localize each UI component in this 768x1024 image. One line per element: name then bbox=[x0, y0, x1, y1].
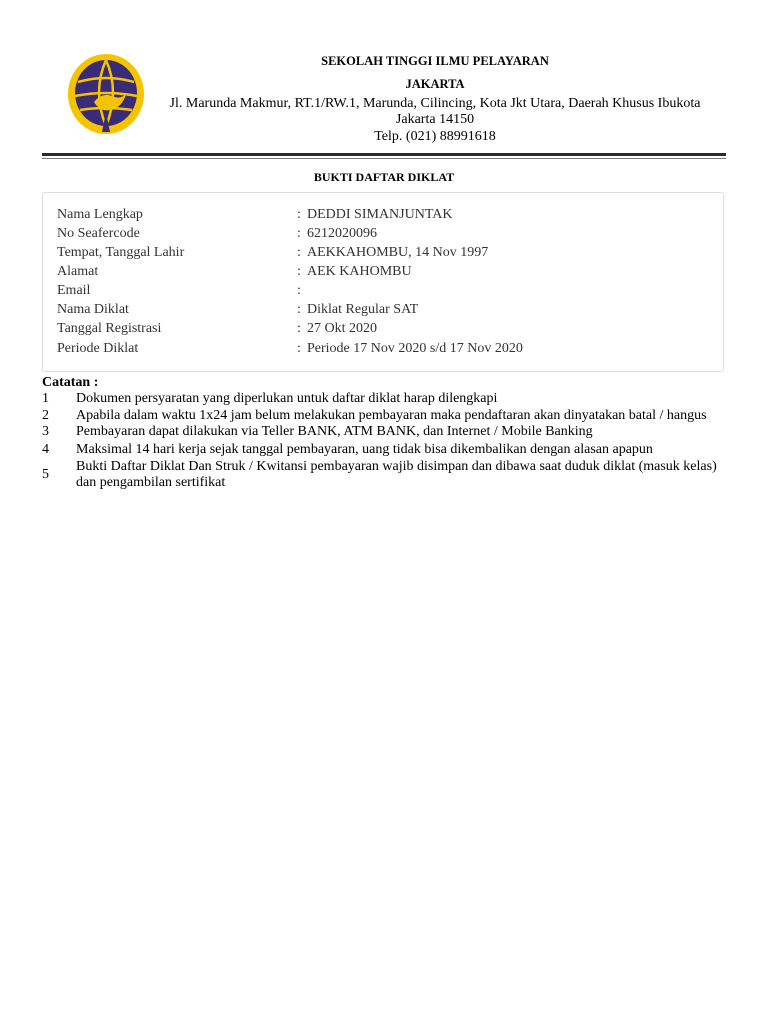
note-number: 5 bbox=[42, 467, 49, 482]
field-row bbox=[57, 226, 717, 245]
phone-number: Telp. (021) 88991618 bbox=[374, 129, 496, 144]
field-value: DEDDI SIMANJUNTAK bbox=[307, 207, 453, 222]
field-value: 6212020096 bbox=[307, 226, 377, 241]
note-text: Apabila dalam waktu 1x24 jam belum melakukan pembayaran maka pendaftaran akan dinyatakan batal / hangus bbox=[76, 408, 707, 423]
note-number: 4 bbox=[42, 442, 49, 457]
header-divider bbox=[42, 153, 726, 156]
field-separator: : bbox=[297, 302, 301, 317]
field-value: 27 Okt 2020 bbox=[307, 321, 377, 336]
field-value: Periode 17 Nov 2020 s/d 17 Nov 2020 bbox=[307, 341, 523, 356]
city-name: JAKARTA bbox=[405, 77, 465, 91]
field-row bbox=[57, 321, 717, 340]
field-separator: : bbox=[297, 283, 301, 298]
note-text: Bukti Daftar Diklat Dan Struk / Kwitansi pembayaran wajib disimpan dan dibawa saat duduk diklat (masuk kelas) dan pengambilan sertifikat bbox=[76, 459, 717, 490]
field-label: Email bbox=[57, 283, 91, 298]
field-value: AEKKAHOMBU, 14 Nov 1997 bbox=[307, 245, 489, 260]
field-row bbox=[57, 302, 717, 321]
header-divider-thin bbox=[42, 158, 726, 159]
field-separator: : bbox=[297, 321, 301, 336]
note-text: Pembayaran dapat dilakukan via Teller BANK, ATM BANK, dan Internet / Mobile Banking bbox=[76, 424, 593, 439]
field-separator: : bbox=[297, 341, 301, 356]
field-row bbox=[57, 245, 717, 264]
field-separator: : bbox=[297, 245, 301, 260]
note-number: 2 bbox=[42, 408, 49, 423]
note-item bbox=[42, 459, 722, 491]
note-text: Maksimal 14 hari kerja sejak tanggal pembayaran, uang tidak bisa dikembalikan dengan alasan apapun bbox=[76, 442, 653, 457]
note-number: 3 bbox=[42, 424, 49, 439]
field-label: Tanggal Registrasi bbox=[57, 321, 162, 336]
note-text: Dokumen persyaratan yang diperlukan untuk daftar diklat harap dilengkapi bbox=[76, 391, 498, 406]
field-value: Diklat Regular SAT bbox=[307, 302, 419, 317]
field-row bbox=[57, 207, 717, 226]
field-row bbox=[57, 264, 717, 283]
address-line-1: Jl. Marunda Makmur, RT.1/RW.1, Marunda, Cilincing, Kota Jkt Utara, Daerah Khusus Ibukota bbox=[169, 96, 701, 111]
field-separator: : bbox=[297, 264, 301, 279]
field-separator: : bbox=[297, 207, 301, 222]
note-item bbox=[42, 442, 722, 458]
note-item bbox=[42, 408, 722, 424]
document-title: BUKTI DAFTAR DIKLAT bbox=[313, 170, 455, 184]
school-name: SEKOLAH TINGGI ILMU PELAYARAN bbox=[321, 54, 549, 68]
note-item bbox=[42, 391, 722, 407]
field-separator: : bbox=[297, 226, 301, 241]
note-item bbox=[42, 424, 722, 440]
stip-emblem-icon bbox=[66, 52, 146, 136]
field-label: No Seafercode bbox=[57, 226, 140, 241]
field-label: Nama Lengkap bbox=[57, 207, 143, 222]
field-label: Alamat bbox=[57, 264, 99, 279]
field-row bbox=[57, 341, 717, 360]
address-line-2: Jakarta 14150 bbox=[395, 112, 475, 127]
field-label: Tempat, Tanggal Lahir bbox=[57, 245, 185, 260]
field-label: Periode Diklat bbox=[57, 341, 139, 356]
field-label: Nama Diklat bbox=[57, 302, 129, 317]
note-number: 1 bbox=[42, 391, 49, 406]
field-row bbox=[57, 283, 717, 302]
field-value: AEK KAHOMBU bbox=[307, 264, 412, 279]
notes-title: Catatan : bbox=[42, 375, 99, 390]
registration-info-box bbox=[42, 192, 724, 372]
